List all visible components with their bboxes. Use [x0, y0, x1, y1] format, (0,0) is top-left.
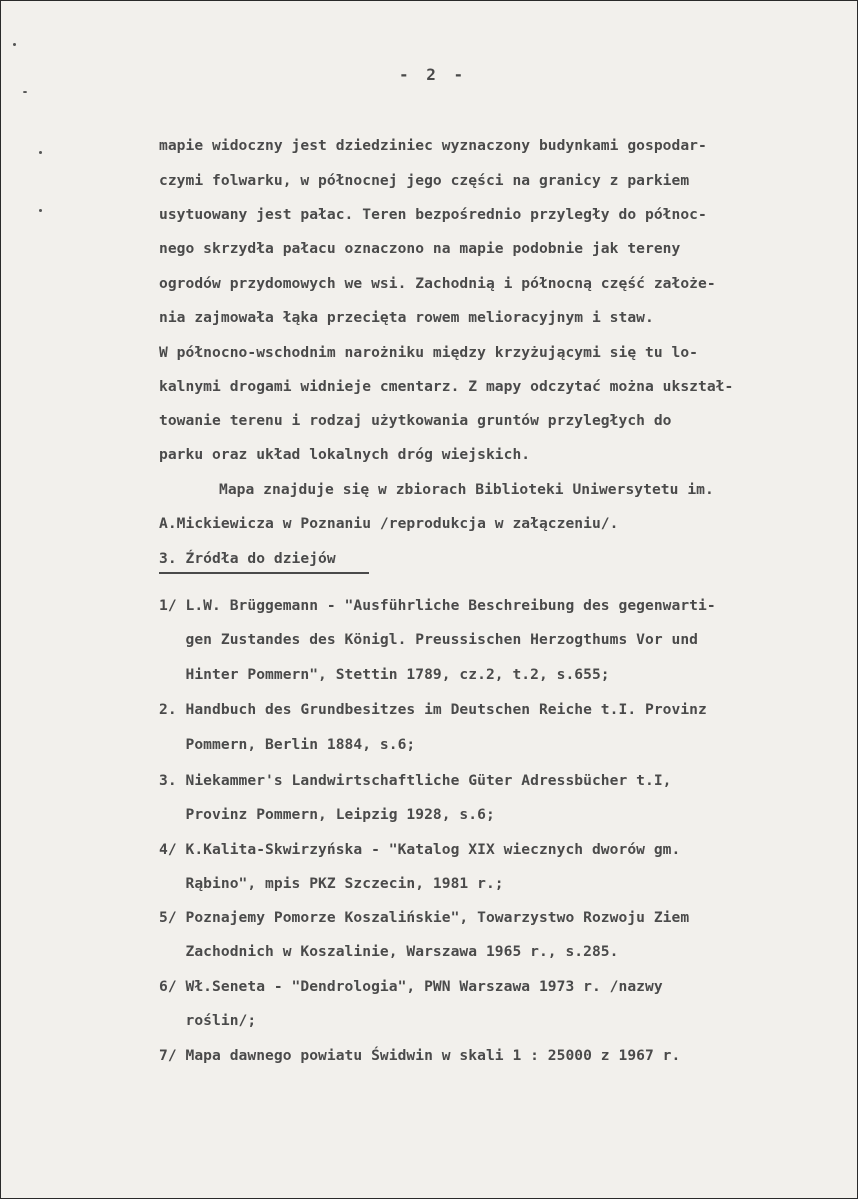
text-line: czymi folwarku, w północnej jego części na granicy z parkiem [159, 172, 690, 189]
text-line: usytuowany jest pałac. Teren bezpośrednio przyległy do północ- [159, 206, 707, 223]
text-line: parku oraz układ lokalnych dróg wiejskich. [159, 446, 531, 463]
source-item-line: roślin/; [159, 1012, 257, 1029]
paper-speck [39, 151, 42, 154]
page-number: - 2 - [399, 65, 468, 84]
text-line: A.Mickiewicza w Poznaniu /reprodukcja w załączeniu/. [159, 515, 619, 532]
text-line: mapie widoczny jest dziedziniec wyznaczony budynkami gospodar- [159, 137, 707, 154]
source-item-line: 3. Niekammer's Landwirtschaftliche Güter Adressbücher t.I, [159, 772, 672, 789]
source-item-line: 7/ Mapa dawnego powiatu Świdwin w skali 1 : 25000 z 1967 r. [159, 1047, 681, 1064]
heading-underline [159, 572, 369, 574]
text-line: ogrodów przydomowych we wsi. Zachodnią i północną część założe- [159, 275, 716, 292]
text-line: nia zajmowała łąka przecięta rowem melioracyjnym i staw. [159, 309, 654, 326]
text-line: towanie terenu i rodzaj użytkowania gruntów przyległych do [159, 412, 672, 429]
text-line: Mapa znajduje się w zbiorach Biblioteki Uniwersytetu im. [219, 481, 714, 498]
source-item-line: gen Zustandes des Königl. Preussischen Herzogthums Vor und [159, 631, 699, 648]
source-item-line: 6/ Wł.Seneta - "Dendrologia", PWN Warszawa 1973 r. /nazwy [159, 978, 663, 995]
source-item-line: Hinter Pommern", Stettin 1789, cz.2, t.2, s.655; [159, 666, 610, 683]
paper-speck [13, 43, 16, 46]
source-item-line: 5/ Poznajemy Pomorze Koszalińskie", Towarzystwo Rozwoju Ziem [159, 909, 690, 926]
text-line: W północno-wschodnim narożniku między krzyżującymi się tu lo- [159, 344, 699, 361]
source-item-line: 1/ L.W. Brüggemann - "Ausführliche Beschreibung des gegenwarti- [159, 597, 716, 614]
paper-speck [39, 209, 42, 212]
section-heading: 3. Źródła do dziejów [159, 550, 336, 567]
source-item-line: Provinz Pommern, Leipzig 1928, s.6; [159, 806, 495, 823]
source-item-line: 4/ K.Kalita-Skwirzyńska - "Katalog XIX wiecznych dworów gm. [159, 841, 681, 858]
source-item-line: Zachodnich w Koszalinie, Warszawa 1965 r., s.285. [159, 943, 619, 960]
text-line: kalnymi drogami widnieje cmentarz. Z mapy odczytać można ukształ- [159, 378, 734, 395]
source-item-line: Rąbino", mpis PKZ Szczecin, 1981 r.; [159, 875, 504, 892]
source-item-line: 2. Handbuch des Grundbesitzes im Deutschen Reiche t.I. Provinz [159, 701, 707, 718]
source-item-line: Pommern, Berlin 1884, s.6; [159, 736, 416, 753]
paper-speck [23, 91, 27, 93]
text-line: nego skrzydła pałacu oznaczono na mapie podobnie jak tereny [159, 240, 681, 257]
